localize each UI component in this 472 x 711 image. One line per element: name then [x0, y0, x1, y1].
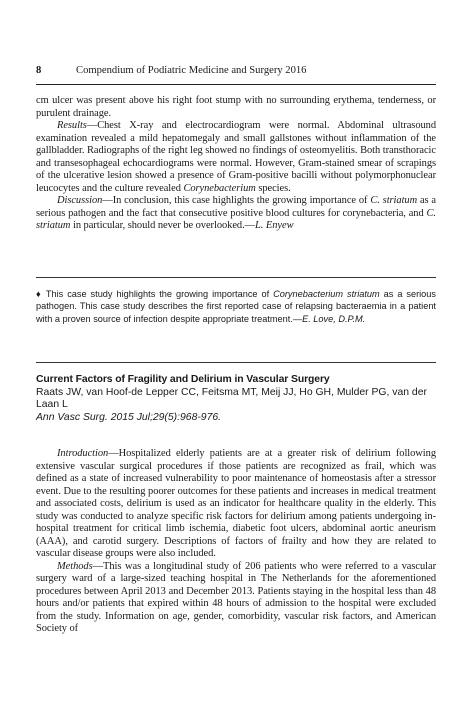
section-divider-bottom [36, 362, 436, 363]
editor-text-1: This case study highlights the growing importance of [42, 289, 274, 299]
case-paragraph [36, 95, 436, 120]
section-divider-top [36, 277, 436, 278]
article-authors: Raats JW, van Hoof-de Lepper CC, Feitsma MT, Meij JJ, Ho GH, Mulder PG, van der Laan L [36, 386, 427, 411]
discussion-text-1: —In conclusion, this case highlights the growing importance of [102, 195, 371, 206]
results-species: Corynebacterium [183, 182, 256, 194]
page-number: 8 [36, 65, 42, 76]
editor-text-2: as a serious pathogen. This case study describes the first reported case of relapsing bacteraemia in a patient with a proven source of infection despite appropriate treatment.— [36, 289, 436, 324]
discussion-label: Discussion [57, 195, 103, 206]
discussion-text-3: in particular, should never be overlooked.— [70, 220, 256, 231]
discussion-text-2: as a serious pathogen and the fact that consecutive positive blood cultures for corynebacteria, and [36, 195, 437, 219]
methods-label: Methods [57, 560, 93, 572]
case-report-continued [36, 95, 436, 233]
editor-signature: E. Love, D.P.M. [302, 313, 366, 324]
results-end: species. [255, 182, 291, 194]
running-title: Compendium of Podiatric Medicine and Surgery 2016 [76, 65, 307, 76]
case-text: cm ulcer was present above his right foot stump with no surrounding erythema, tenderness, or purulent drainage. [36, 95, 436, 119]
editor-commentary [36, 288, 436, 325]
abstract-body [36, 448, 436, 636]
editor-species: Corynebacterium striatum [273, 289, 380, 299]
results-paragraph [36, 120, 436, 195]
discussion-species-2: C. striatum [36, 207, 436, 231]
methods-paragraph [36, 561, 436, 636]
introduction-text: —Hospitalized elderly patients are at a greater risk of delirium following extensive vascular surgical procedures if those patients are recognized as frail, which was defined as a state of increased vulnerability to poor maintenance of homeostasis after a stressor event. Due to the resulting poorer outcomes for these patients and increases in medical treatment and associated costs, delirium is used as an indicator for healthcare quality in the elderly. This study was conducted to analyze specific risk factors for delirium among patients undergoing in-hospital treatment for critical limb ischemia, diabetic foot ulcers, abdominal aortic aneurism (AAA), and carotid surgery. Descriptions of factors of frailty and how they are related to vascular disease groups were also included. [36, 448, 436, 559]
running-head [36, 64, 436, 78]
diamond-icon: ♦ [36, 289, 43, 299]
article-title: Current Factors of Fragility and Delirium in Vascular Surgery [36, 374, 330, 385]
results-text: —Chest X-ray and electrocardiogram were normal. Abdominal ultrasound examination revealed a mild hepatomegaly and small gallstones without inflammation of the gallbladder. Radiographs of the right leg showed no findings of osteomyelitis. Both transthoracic and transesophageal echocardiograms were normal. However, Gram-stained smear of scrapings of the ulcerative lesion showed a presence of Gram-positive bacilli without polymorphonuclear leucocytes and the culture revealed [36, 120, 436, 194]
discussion-paragraph [36, 195, 436, 233]
introduction-paragraph [36, 448, 436, 561]
methods-text: —This was a longitudinal study of 206 patients who were referred to a vascular surgery ward of a large-sized teaching hospital in The Netherlands for the aforementioned procedures between April 2013 and December 2013. Patients staying in the hospital less than 48 hours and/or patients that expired within 48 hours of admission to the hospital were excluded from the study. Information on age, gender, comorbidity, vascular risk factors, and American Society of [36, 560, 436, 634]
article-citation: Ann Vasc Surg. 2015 Jul;29(5):968-976. [36, 411, 222, 423]
introduction-label: Introduction [57, 448, 109, 459]
header-rule [36, 84, 436, 85]
results-label: Results [57, 120, 87, 131]
discussion-author: L. Enyew [255, 220, 294, 231]
discussion-species-1: C. striatum [370, 195, 418, 206]
article-header [36, 374, 436, 424]
